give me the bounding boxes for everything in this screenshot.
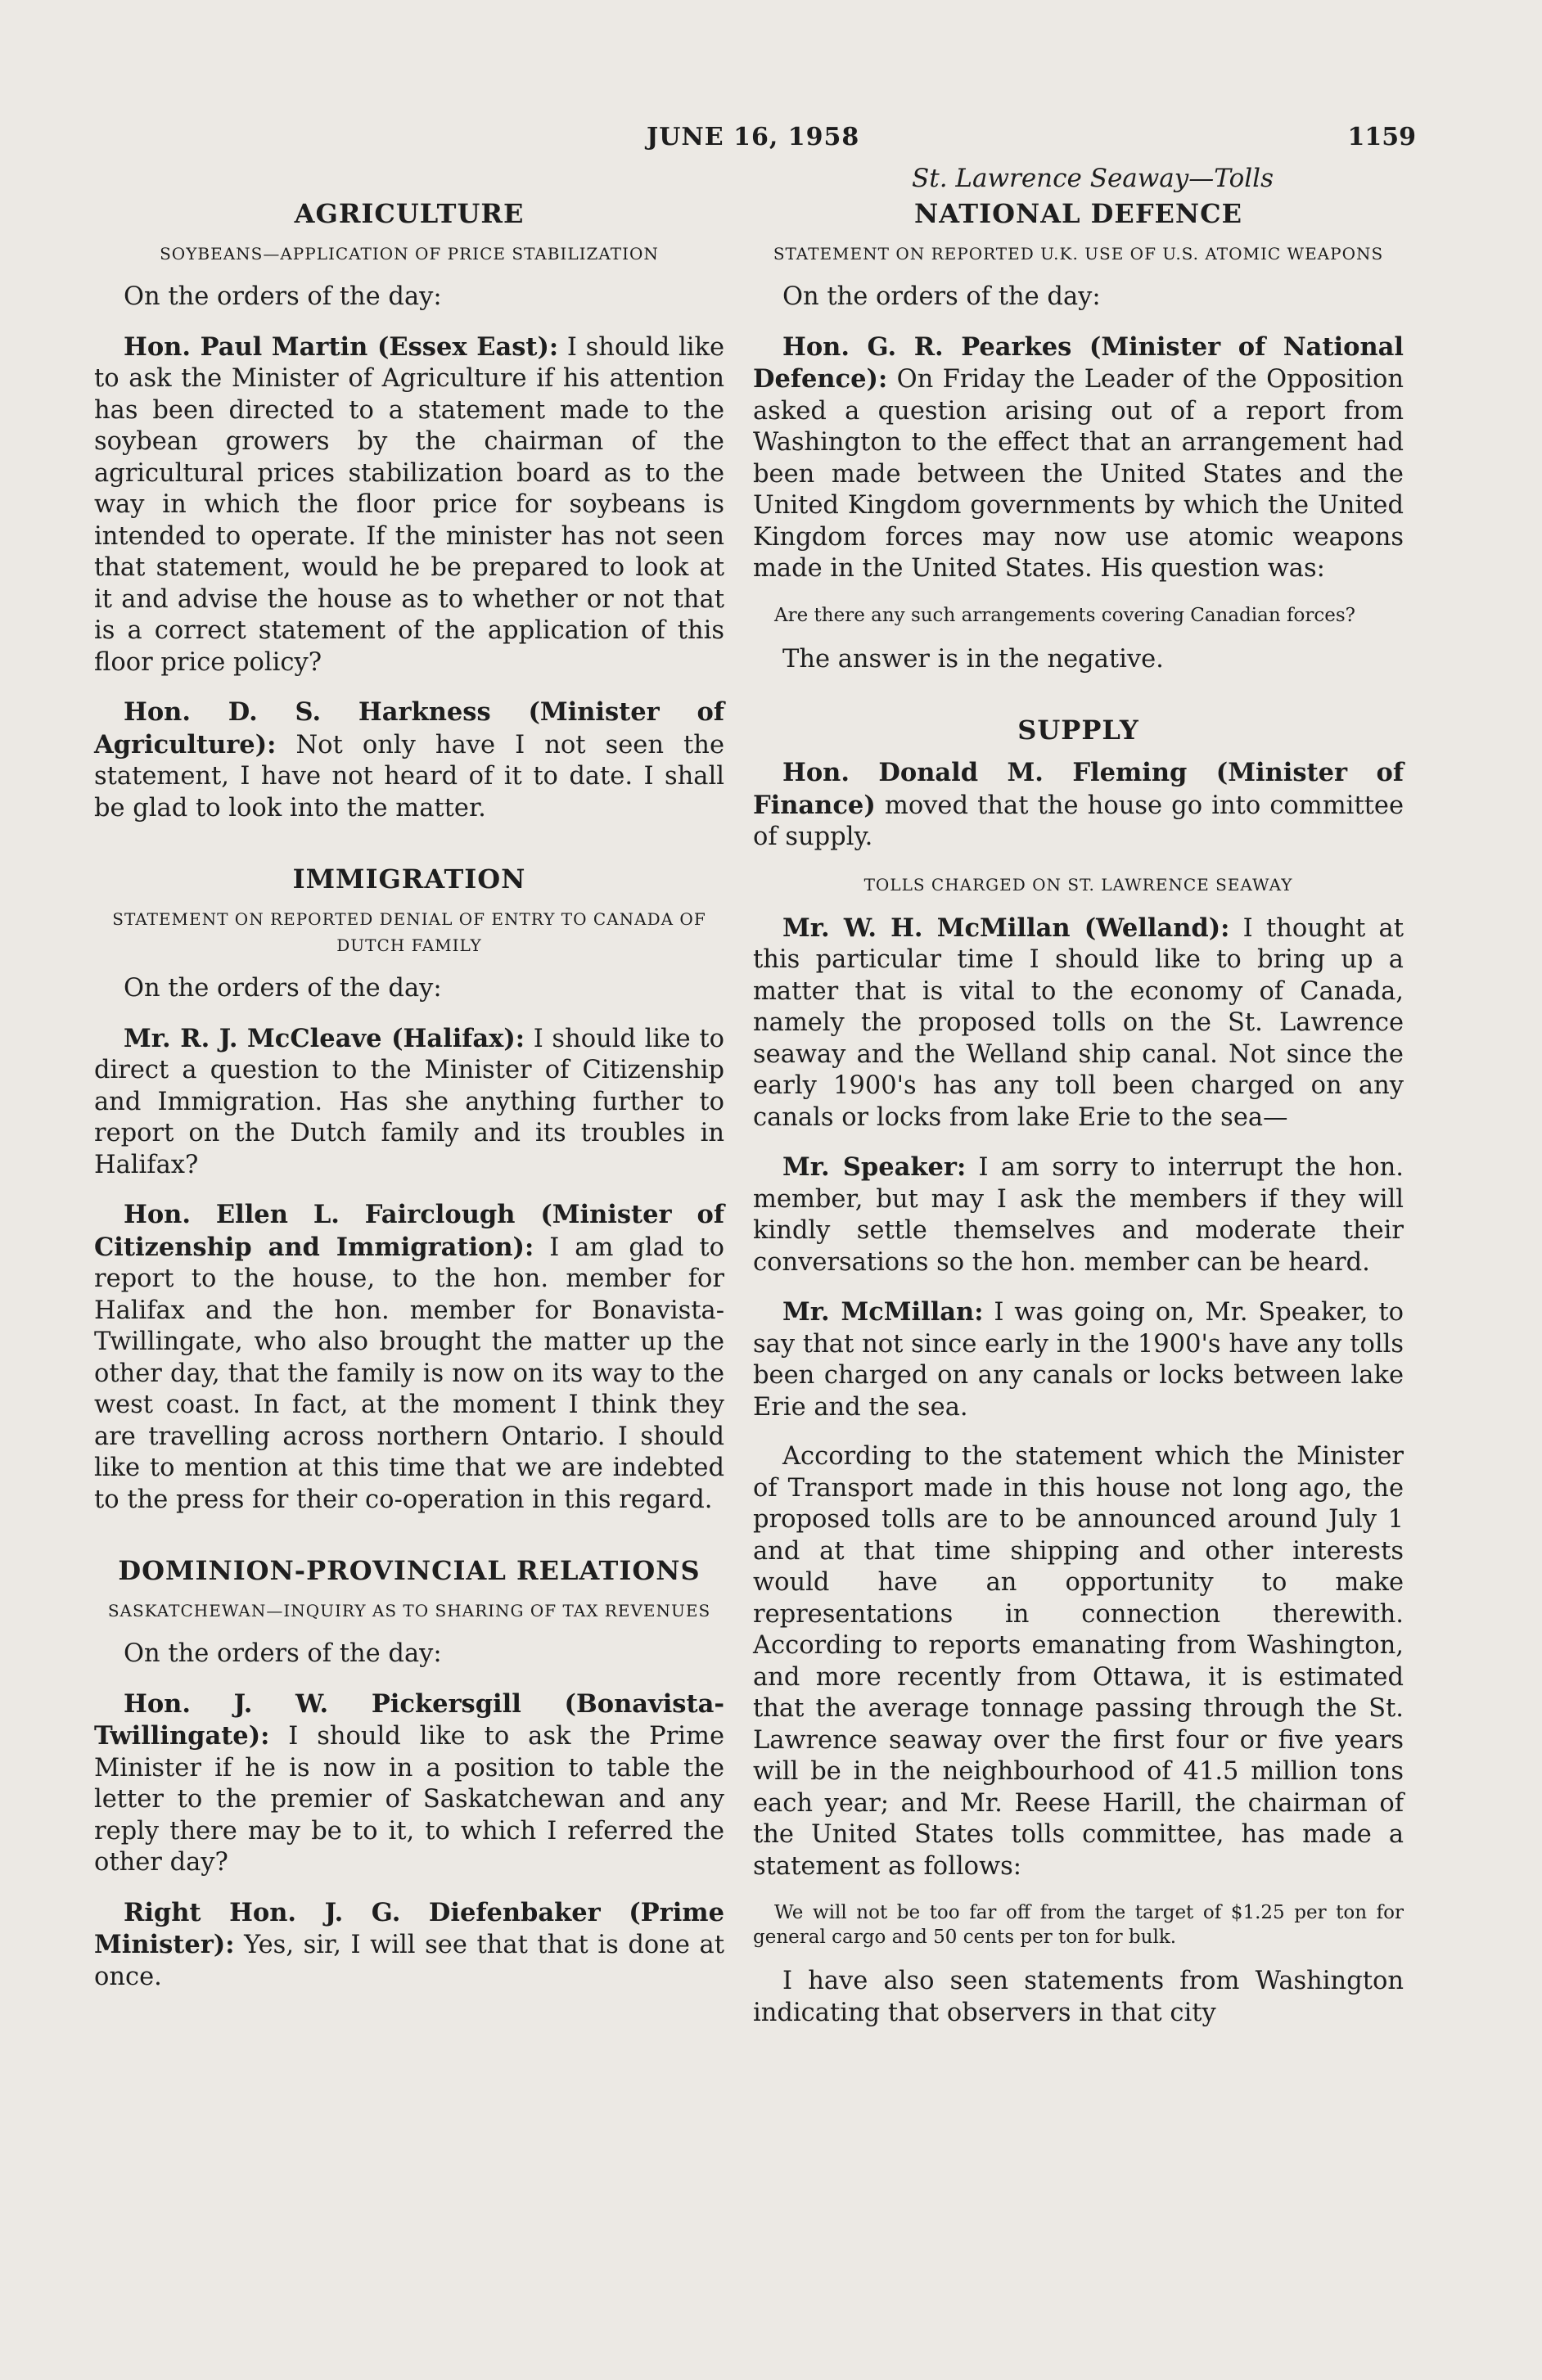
- page-date: JUNE 16, 1958: [647, 123, 860, 151]
- speech-paragraph: [753, 1296, 1404, 1423]
- section-heading-agriculture: AGRICULTURE: [294, 198, 525, 229]
- speech-text: I should like to ask the Prime Minister if he is now in a position to table the letter to the premier of Saskatchewan and any reply there may be to it, to which I referred the other day?: [94, 1722, 724, 1877]
- speech-paragraph: [753, 331, 1404, 585]
- speaker-name: Mr. Speaker:: [782, 1152, 967, 1182]
- speech-paragraph: [94, 1688, 724, 1879]
- speech-text: I should like to direct a question to the Minister of Citizenship and Immigration. Has she anything further to report on the Dutch family and its troubles in Halifax?: [94, 1024, 724, 1179]
- speaker-name: Mr. W. H. McMillan (Welland):: [782, 913, 1230, 943]
- section-heading-immigration: IMMIGRATION: [292, 863, 526, 895]
- speaker-name: Hon. Donald M. Fleming (Minister of Finance): [753, 758, 1404, 820]
- speaker-name: Hon. Paul Martin (Essex East):: [124, 331, 559, 362]
- speech-paragraph: [753, 913, 1404, 1134]
- speech-paragraph: [94, 1023, 724, 1182]
- section-heading-dominion-provincial: DOMINION-PROVINCIAL RELATIONS: [118, 1555, 701, 1586]
- speech-paragraph: [94, 696, 724, 824]
- speech-text: I am sorry to interrupt the hon. member, but may I ask the members if they will kindly settle themselves and moderate their conversations so the hon. member can be heard.: [753, 1153, 1404, 1277]
- speech-text: Not only have I not seen the statement, I have not heard of it to date. I shall be glad to look into the matter.: [94, 730, 724, 823]
- speech-text: I thought at this particular time I should like to bring up a matter that is vital to the economy of Canada, namely the proposed tolls on the St. Lawrence seaway and the Welland ship canal. Not since the early 1900's has any toll been charged on any canals or locks from lake Erie to the sea—: [753, 913, 1404, 1132]
- speaker-name: Right Hon. J. G. Diefenbaker (Prime Minister):: [94, 1897, 724, 1959]
- quoted-statement: We will not be too far off from the target of $1.25 per ton for general cargo and 50 cents per ton for bulk.: [753, 1902, 1404, 1948]
- page-number: 1159: [1347, 123, 1416, 151]
- speech-paragraph: [94, 1199, 724, 1516]
- speech-paragraph: The answer is in the negative.: [782, 644, 1164, 674]
- speaker-name: Mr. R. J. McCleave (Halifax):: [124, 1023, 525, 1053]
- speaker-name: Hon. J. W. Pickersgill (Bonavista-Twillingate):: [94, 1688, 724, 1751]
- subheading-saskatchewan: SASKATCHEWAN—INQUIRY AS TO SHARING OF TAX REVENUES: [107, 1601, 711, 1620]
- speech-paragraph: [753, 1152, 1404, 1278]
- speaker-name: Mr. McMillan:: [782, 1297, 984, 1327]
- subheading-tolls: TOLLS CHARGED ON ST. LAWRENCE SEAWAY: [863, 874, 1293, 895]
- speech-text: moved that the house go into committee of supply.: [753, 791, 1404, 851]
- speech-text: Yes, sir, I will see that that is done at once.: [94, 1931, 724, 1991]
- orders-of-day: On the orders of the day:: [124, 974, 442, 1003]
- orders-of-day: On the orders of the day:: [124, 1639, 442, 1668]
- quoted-question: Are there any such arrangements covering Canadian forces?: [774, 604, 1355, 626]
- section-heading-national-defence: NATIONAL DEFENCE: [913, 198, 1243, 229]
- running-head: [90, 123, 1416, 160]
- subheading-soybeans: SOYBEANS—APPLICATION OF PRICE STABILIZATION: [160, 244, 659, 264]
- orders-of-day: On the orders of the day:: [782, 282, 1101, 311]
- speech-paragraph: [94, 331, 724, 679]
- speech-paragraph: [753, 757, 1404, 854]
- speaker-name: Hon. G. R. Pearkes (Minister of National Defence):: [753, 331, 1404, 394]
- speech-paragraph: [94, 1897, 724, 1994]
- speech-paragraph: According to the statement which the Minister of Transport made in this house not long ago, the proposed tolls are to be announced around July 1 and at that time shipping and other interests would have an opportunity to make representations in connection therewith. According to reports emanating from Washington, and more recently from Ottawa, it is estimated that the average tonnage passing through the St. Lawrence seaway over the first four or five years will be in the neighbourhood of 41.5 million tons each year; and Mr. Reese Harill, the chairman of the United States tolls committee, has made a statement as follows:: [753, 1442, 1404, 1881]
- speech-paragraph: I have also seen statements from Washington indicating that observers in that city: [753, 1967, 1404, 2027]
- speech-text: I was going on, Mr. Speaker, to say that not since early in the 1900's have any tolls been charged on any canals or locks between lake Erie and the sea.: [753, 1298, 1404, 1422]
- section-heading-supply: SUPPLY: [1017, 714, 1139, 746]
- speech-text: On Friday the Leader of the Opposition asked a question arising out of a report from Washington to the effect that an arrangement had been made between the United States and the United Kingdom governments by which the United Kingdom forces may now use atomic weapons made in the United States. His question was:: [753, 365, 1404, 583]
- speech-text: I am glad to report to the house, to the hon. member for Halifax and the hon. member for Bonavista-Twillingate, who also brought the matter up the other day, that the family is now on its way to the west coast. In fact, at the moment I think they are travelling across northern Ontario. I should like to mention at this time that we are indebted to the press for their co-operation in this regard.: [94, 1233, 724, 1514]
- subheading-dutch-family: STATEMENT ON REPORTED DENIAL OF ENTRY TO CANADA OF DUTCH FAMILY: [112, 909, 706, 955]
- subheading-atomic-weapons: STATEMENT ON REPORTED U.K. USE OF U.S. ATOMIC WEAPONS: [773, 244, 1384, 264]
- speaker-name: Hon. Ellen L. Fairclough (Minister of Citizenship and Immigration):: [94, 1200, 724, 1262]
- speaker-name: Hon. D. S. Harkness (Minister of Agriculture):: [94, 697, 724, 760]
- orders-of-day: On the orders of the day:: [124, 282, 442, 311]
- speech-text: I should like to ask the Minister of Agriculture if his attention has been directed to a statement made to the soybean growers by the chairman of the agricultural prices stabilization board as to the way in which the floor price for soybeans is intended to operate. If the minister has not seen that statement, would he be prepared to look at it and advise the house as to whether or not that is a correct statement of the application of this floor price policy?: [94, 332, 724, 677]
- right-column: [753, 198, 1404, 2047]
- running-subject: St. Lawrence Seaway—Tolls: [912, 164, 1274, 193]
- left-column: [94, 198, 724, 2011]
